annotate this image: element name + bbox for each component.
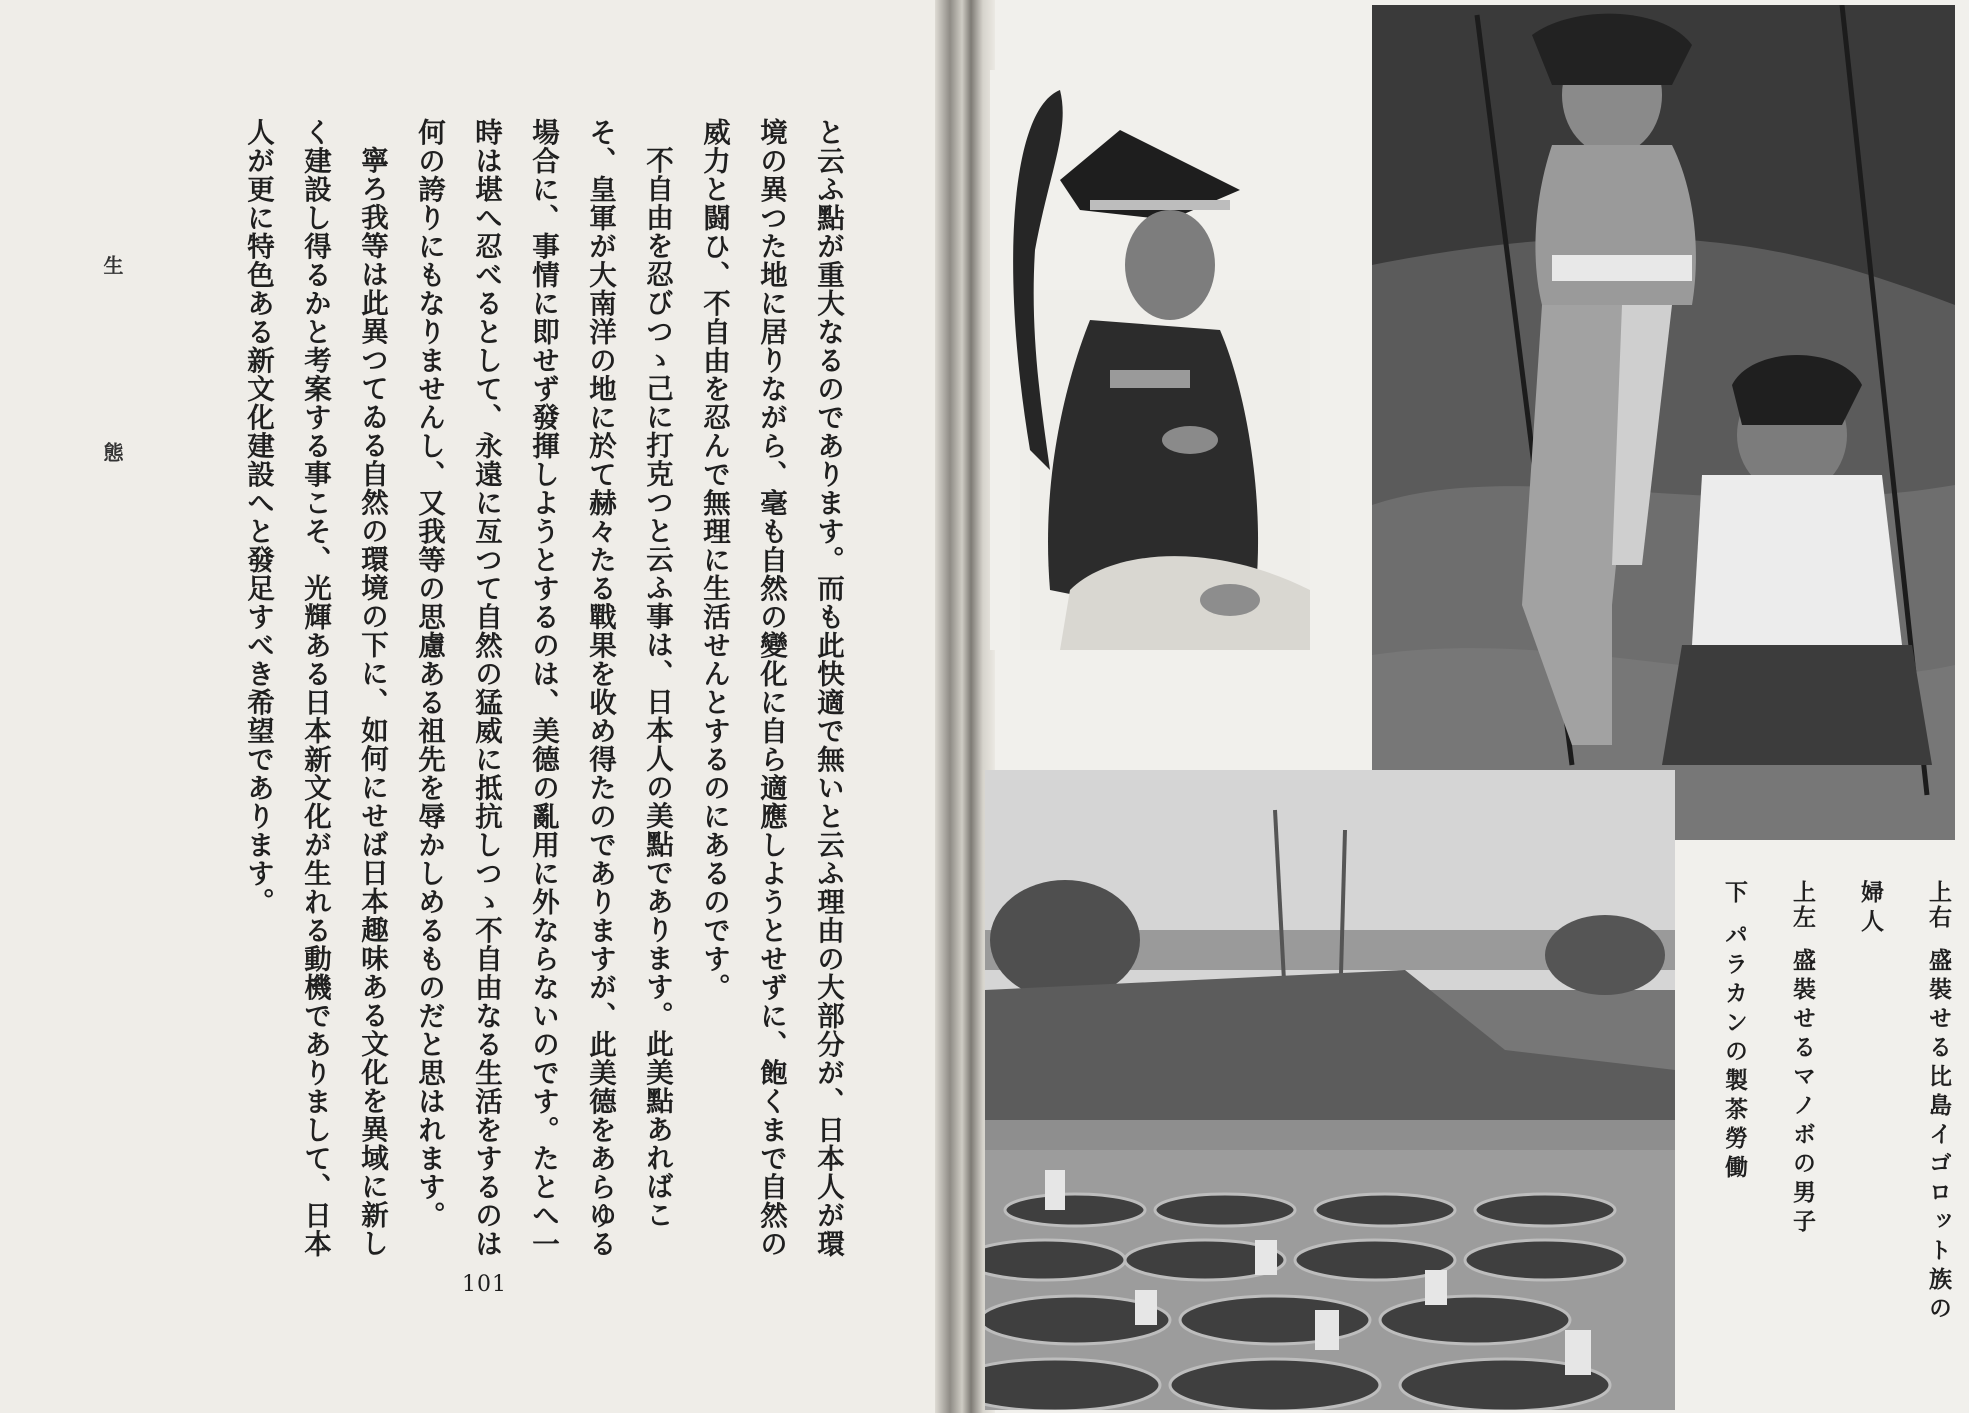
running-head: 生 態: [100, 255, 124, 542]
caption-text: 盛裝せる比島イゴロット族の婦人: [1857, 880, 1952, 1325]
manobo-man-photo: [990, 70, 1330, 650]
caption-position: 下: [1721, 880, 1748, 905]
caption-text: 盛裝せるマノボの男子: [1789, 948, 1816, 1238]
photo-captions: [1700, 880, 1969, 1350]
tea-drying-photo: [985, 770, 1675, 1410]
caption-position: 上左: [1789, 880, 1816, 930]
paragraph-2: 不自由を忍びつゝ己に打克つと云ふ事は、日本人の美點であります。此美點あればこそ、皇軍が大南洋の地に於て赫々たる戰果を收め得たのでありますが、此美德をあらゆる場合に、事情に即せず發揮しようとするのは、美德の亂用に外ならないのです。たとへ一時は堪へ忍べるとして、永遠に亙つて自然の猛威に抵抗しつゝ不自由なる生活をするのは何の誇りにもなりませんし、又我等の思慮ある祖先を辱かしめるものだと思はれます。: [413, 118, 673, 1258]
paragraph-1: と云ふ點が重大なるのであります。而も此快適で無いと云ふ理由の大部分が、日本人が環境の異つた地に居りながら、毫も自然の變化に自ら適應しようとせずに、飽くまで自然の威力と闘ひ、不自由を忍んで無理に生活せんとするのにあるのです。: [698, 118, 844, 1258]
caption-text: パラカンの製茶勞働: [1721, 923, 1748, 1184]
page-number: 101: [462, 1272, 507, 1297]
caption-lower: [1700, 880, 1768, 1350]
igorot-women-photo: [1372, 5, 1955, 840]
body-text: [242, 118, 856, 1268]
caption-upper-right: [1836, 880, 1969, 1350]
caption-position: 上右: [1925, 880, 1952, 930]
paragraph-3: 寧ろ我等は此異つてゐる自然の環境の下に、如何にせば日本趣味ある文化を異域に新しく建設し得るかと考案する事こそ、光輝ある日本新文化が生れる動機でありまして、日本人が更に特色ある新文化建設へと發足すべき希望であります。: [242, 118, 388, 1258]
caption-upper-left: [1768, 880, 1836, 1350]
